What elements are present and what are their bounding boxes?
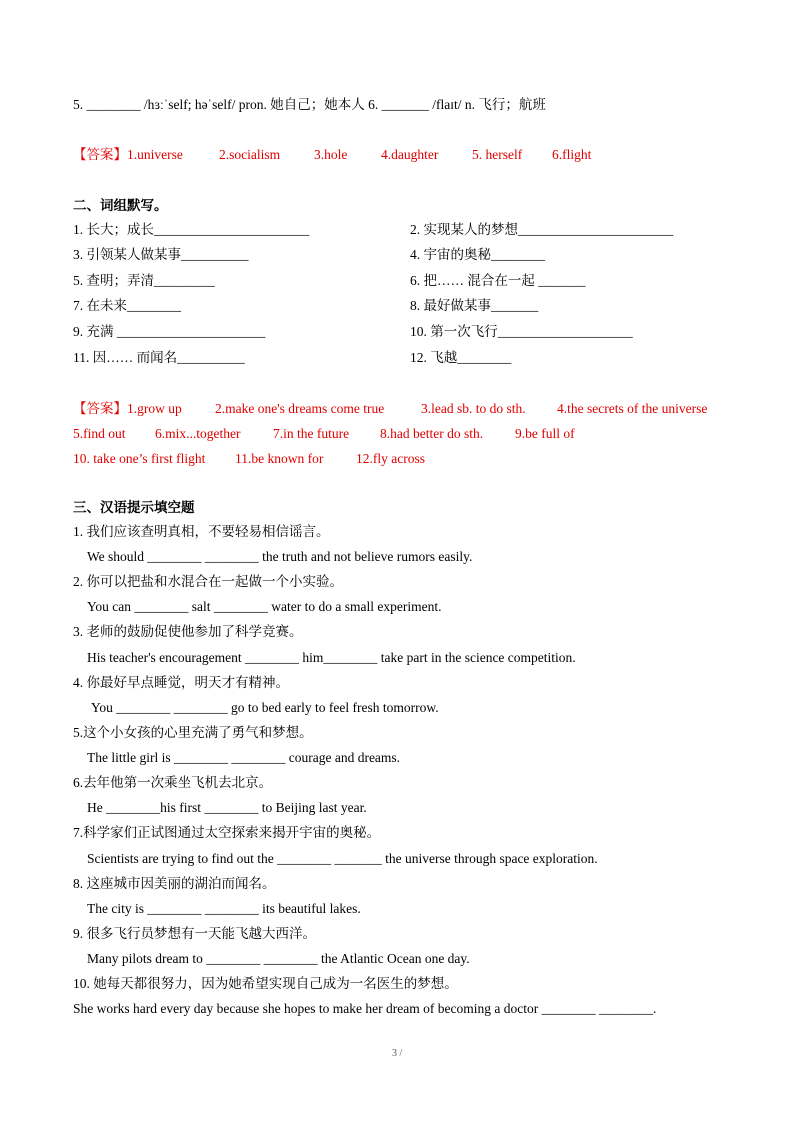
question-en: Many pilots dream to ________ ________ the Atlantic Ocean one day. — [87, 951, 470, 966]
question-en: You can ________ salt ________ water to do a small experiment. — [87, 599, 442, 614]
answer-item: 12.fly across — [356, 451, 425, 466]
section2-title: 二、词组默写。 — [73, 198, 168, 213]
question-en: His teacher's encouragement ________ him________ take part in the science competition. — [87, 650, 576, 665]
answer-item: 11.be known for — [235, 451, 324, 466]
question-en: The little girl is ________ ________ courage and dreams. — [87, 750, 401, 765]
answer-row-section1 — [73, 146, 591, 164]
phrase-item: 10. 第一次飞行____________________ — [410, 324, 633, 339]
question-cn: 1. 我们应该查明真相，不要轻易相信谣言。 — [73, 524, 330, 539]
answer-item: 5.find out — [73, 426, 126, 441]
answer-item: 3.lead sb. to do sth. — [421, 401, 526, 416]
phrase-item: 6. 把…… 混合在一起 _______ — [410, 273, 586, 288]
question-en: She works hard every day because she hopes to make her dream of becoming a doctor ________ ________. — [73, 1001, 657, 1016]
phrase-item: 12. 飞越________ — [410, 350, 512, 365]
question-cn: 8. 这座城市因美丽的湖泊而闻名。 — [73, 876, 276, 891]
question-cn: 5.这个小女孩的心里充满了勇气和梦想。 — [73, 725, 313, 740]
question-en: We should ________ ________ the truth and not believe rumors easily. — [87, 549, 473, 564]
question-cn: 2. 你可以把盐和水混合在一起做一个小实验。 — [73, 574, 343, 589]
answer-item: 1.universe — [127, 147, 183, 162]
answer-row-section2-1 — [73, 400, 707, 418]
question-cn: 7.科学家们正试图通过太空探索来揭开宇宙的奥秘。 — [73, 825, 381, 840]
phrase-item: 4. 宇宙的奥秘________ — [410, 247, 545, 262]
phrase-item: 1. 长大；成长_______________________ — [73, 222, 310, 237]
answer-row-section2-2 — [73, 425, 575, 443]
answer-row-section2-3 — [73, 450, 425, 468]
answer-item: 2.make one's dreams come true — [215, 401, 385, 416]
page-number: 3 / — [392, 1048, 403, 1059]
question-en: Scientists are trying to find out the ________ _______ the universe through space exploration. — [87, 851, 598, 866]
answer-item: 5. herself — [472, 147, 523, 162]
answer-item: 6.flight — [552, 147, 592, 162]
phrase-item: 8. 最好做某事_______ — [410, 298, 539, 313]
answer-item: 10. take one’s first flight — [73, 451, 206, 466]
question-cn: 9. 很多飞行员梦想有一天能飞越大西洋。 — [73, 926, 316, 941]
phrase-item: 3. 引领某人做某事__________ — [73, 247, 249, 262]
answer-item: 4.the secrets of the universe — [557, 401, 708, 416]
question-cn: 4. 你最好早点睡觉，明天才有精神。 — [73, 675, 289, 690]
answer-item: 4.daughter — [381, 147, 439, 162]
answer-item: 9.be full of — [515, 426, 575, 441]
phrase-item: 11. 因…… 而闻名__________ — [73, 350, 245, 365]
phrase-item: 7. 在未来________ — [73, 298, 181, 313]
answer-label: 【答案】 — [73, 147, 127, 162]
answer-item: 2.socialism — [219, 147, 281, 162]
answer-item: 7.in the future — [273, 426, 350, 441]
phrase-item: 9. 充满 ______________________ — [73, 324, 266, 339]
answer-item: 3.hole — [314, 147, 348, 162]
phrase-item: 2. 实现某人的梦想_______________________ — [410, 222, 674, 237]
question-en: The city is ________ ________ its beautiful lakes. — [87, 901, 361, 916]
question-cn: 10. 她每天都很努力，因为她希望实现自己成为一名医生的梦想。 — [73, 976, 458, 991]
answer-label: 【答案】 — [73, 401, 127, 416]
answer-item: 6.mix...together — [155, 426, 241, 441]
section3-title: 三、汉语提示填空题 — [73, 500, 195, 515]
vocab-line-5-6: 5. ________ /hɜːˈself; həˈself/ pron. 她自己；她本人 6. _______ /flaɪt/ n. 飞行；航班 — [73, 97, 546, 112]
question-en: He ________his first ________ to Beijing last year. — [87, 800, 367, 815]
phrase-item: 5. 查明；弄清_________ — [73, 273, 215, 288]
answer-item: 1.grow up — [127, 401, 182, 416]
question-cn: 3. 老师的鼓励促使他参加了科学竞赛。 — [73, 624, 303, 639]
question-cn: 6.去年他第一次乘坐飞机去北京。 — [73, 775, 273, 790]
answer-item: 8.had better do sth. — [380, 426, 484, 441]
question-en: You ________ ________ go to bed early to feel fresh tomorrow. — [91, 700, 439, 715]
